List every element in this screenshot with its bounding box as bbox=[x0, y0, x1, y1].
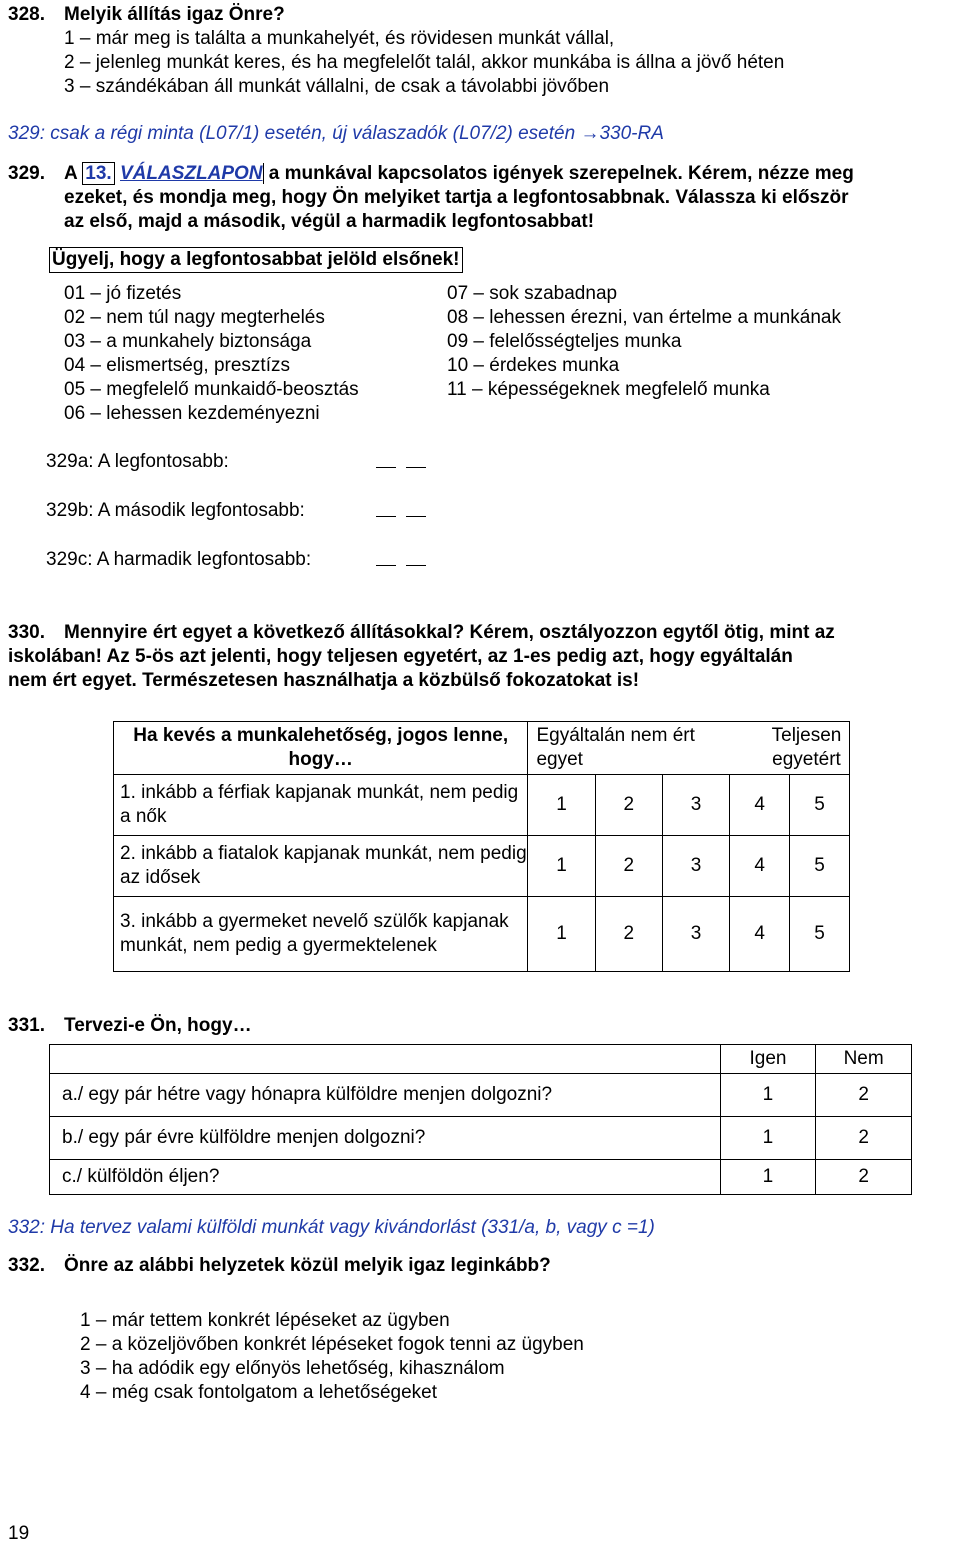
header-disagree-text: Egyáltalán nem ért egyet bbox=[536, 725, 695, 770]
row-label: b./ egy pár évre külföldre menjen dolgozni? bbox=[50, 1117, 721, 1160]
q332-number: 332. bbox=[8, 1255, 45, 1276]
table-row bbox=[114, 836, 850, 897]
filter-329 bbox=[8, 123, 664, 145]
header-blank bbox=[50, 1045, 721, 1074]
list-item: 01 – jó fizetés bbox=[64, 283, 182, 304]
yes-option[interactable]: 1 bbox=[720, 1117, 816, 1160]
answer-label: A harmadik legfontosabb: bbox=[92, 549, 312, 570]
header-statement bbox=[114, 722, 528, 775]
answer-code: 329b: bbox=[46, 500, 94, 521]
arrow-right-icon: → bbox=[580, 123, 600, 144]
q330-line-1: Mennyire ért egyet a következő állításokkal? Kérem, osztályozzon egytől ötig, mint az bbox=[64, 622, 835, 643]
list-item: 02 – nem túl nagy megterhelés bbox=[64, 307, 325, 328]
answer-329c bbox=[46, 549, 311, 571]
no-option[interactable]: 2 bbox=[816, 1160, 912, 1195]
q328-option-3: 3 – szándékában áll munkát vállalni, de csak a távolabbi jövőben bbox=[64, 76, 610, 97]
row-label: 1. inkább a férfiak kapjanak munkát, nem pedig a nők bbox=[114, 775, 528, 836]
q332-options bbox=[80, 1309, 584, 1405]
scale-option[interactable]: 1 bbox=[528, 897, 595, 972]
row-label: c./ külföldön éljen? bbox=[50, 1160, 721, 1195]
yes-option[interactable]: 1 bbox=[720, 1074, 816, 1117]
answer-329a-blank[interactable] bbox=[376, 451, 436, 474]
q328-option-2: 2 – jelenleg munkát keres, és ha megfelelőt talál, akkor munkába is állna a jövő héten bbox=[64, 52, 785, 73]
scale-option[interactable]: 1 bbox=[528, 836, 595, 897]
list-item: 2 – a közeljövőben konkrét lépéseket fogok tenni az ügyben bbox=[80, 1334, 584, 1355]
list-item: 3 – ha adódik egy előnyös lehetőség, kihasználom bbox=[80, 1358, 505, 1379]
answer-label: : A legfontosabb: bbox=[88, 451, 229, 472]
answer-code: 329a bbox=[46, 451, 89, 472]
list-item: 4 – még csak fontolgatom a lehetőségeket bbox=[80, 1382, 438, 1403]
list-item: 10 – érdekes munka bbox=[447, 355, 620, 376]
scale-option[interactable]: 4 bbox=[730, 836, 790, 897]
q330-number: 330. bbox=[8, 622, 45, 643]
answer-329c-blank[interactable] bbox=[376, 549, 436, 572]
list-item: 06 – lehessen kezdeményezni bbox=[64, 403, 320, 424]
q331-title: Tervezi-e Ön, hogy… bbox=[64, 1015, 252, 1036]
page-number: 19 bbox=[8, 1523, 30, 1544]
card-number: 13. bbox=[82, 162, 114, 185]
answer-329b-blank[interactable] bbox=[376, 500, 436, 523]
q328-option-1: 1 – már meg is találta a munkahelyét, és rövidesen munkát vállal, bbox=[64, 28, 615, 49]
q328-number: 328. bbox=[8, 4, 45, 25]
filter-329-text: 329: csak a régi minta (L07/1) esetén, új válaszadók (L07/2) esetén bbox=[8, 123, 581, 144]
q331-number: 331. bbox=[8, 1015, 45, 1036]
table-330 bbox=[113, 721, 850, 972]
filter-332: 332: Ha tervez valami külföldi munkát vagy kivándorlást (331/a, b, vagy c =1) bbox=[8, 1217, 655, 1238]
list-item: 1 – már tettem konkrét lépéseket az ügyben bbox=[80, 1310, 450, 1331]
answer-label: A második legfontosabb: bbox=[93, 500, 305, 521]
table-row bbox=[114, 897, 850, 972]
scale-option[interactable]: 1 bbox=[528, 775, 595, 836]
q328-title: Melyik állítás igaz Önre? bbox=[64, 4, 285, 25]
header-yes: Igen bbox=[720, 1045, 816, 1074]
filter-329-target: 330-RA bbox=[599, 123, 664, 144]
q329-line-1 bbox=[64, 163, 854, 185]
scale-option[interactable]: 4 bbox=[730, 775, 790, 836]
list-item: 08 – lehessen érezni, van értelme a munkának bbox=[447, 307, 841, 328]
answer-329b bbox=[46, 500, 305, 522]
header-statement-text: Ha kevés a munkalehetőség, jogos lenne, hogy… bbox=[133, 725, 509, 770]
q329-line-1-rest: a munkával kapcsolatos igények szerepelnek. Kérem, nézze meg bbox=[263, 163, 854, 184]
list-item: 03 – a munkahely biztonsága bbox=[64, 331, 312, 352]
card-word: VÁLASZLAPON bbox=[120, 163, 263, 184]
q329-note: Ügyelj, hogy a legfontosabbat jelöld elsőnek! bbox=[49, 247, 463, 273]
table-header-row bbox=[114, 722, 850, 775]
q329-line-2: ezeket, és mondja meg, hogy Ön melyiket tartja a legfontosabbnak. Válassza ki először bbox=[64, 187, 849, 208]
table-header-row bbox=[50, 1045, 912, 1074]
q329-line-3: az első, majd a második, végül a harmadik legfontosabbat! bbox=[64, 211, 595, 232]
scale-option[interactable]: 3 bbox=[662, 836, 729, 897]
answer-329a bbox=[46, 451, 229, 473]
scale-option[interactable]: 2 bbox=[595, 897, 662, 972]
table-row bbox=[50, 1117, 912, 1160]
q330-line-2: iskolában! Az 5-ös azt jelenti, hogy teljesen egyetért, az 1-es pedig azt, hogy egyáltalán bbox=[8, 646, 793, 667]
q329-pre: A bbox=[64, 163, 83, 184]
scale-option[interactable]: 5 bbox=[790, 836, 850, 897]
table-row bbox=[50, 1074, 912, 1117]
no-option[interactable]: 2 bbox=[816, 1117, 912, 1160]
q330-line-3: nem ért egyet. Természetesen használhatja a közbülső fokozatokat is! bbox=[8, 670, 640, 691]
list-item: 07 – sok szabadnap bbox=[447, 283, 618, 304]
scale-option[interactable]: 2 bbox=[595, 775, 662, 836]
q332-title: Önre az alábbi helyzetek közül melyik igaz leginkább? bbox=[64, 1255, 551, 1276]
no-option[interactable]: 2 bbox=[816, 1074, 912, 1117]
scale-option[interactable]: 3 bbox=[662, 775, 729, 836]
header-agree-text: Teljesen egyetért bbox=[771, 725, 842, 770]
q329-number: 329. bbox=[8, 163, 45, 184]
list-item: 05 – megfelelő munkaidő-beosztás bbox=[64, 379, 359, 400]
list-item: 04 – elismertség, presztízs bbox=[64, 355, 290, 376]
list-item: 11 – képességeknek megfelelő munka bbox=[447, 379, 770, 400]
list-item: 09 – felelősségteljes munka bbox=[447, 331, 682, 352]
table-row bbox=[114, 775, 850, 836]
header-no: Nem bbox=[816, 1045, 912, 1074]
q329-left-list bbox=[64, 282, 359, 426]
scale-option[interactable]: 5 bbox=[790, 775, 850, 836]
yes-option[interactable]: 1 bbox=[720, 1160, 816, 1195]
answer-code: 329c: bbox=[46, 549, 93, 570]
row-label: a./ egy pár hétre vagy hónapra külföldre menjen dolgozni? bbox=[50, 1074, 721, 1117]
row-label: 2. inkább a fiatalok kapjanak munkát, nem pedig az idősek bbox=[114, 836, 528, 897]
scale-option[interactable]: 4 bbox=[730, 897, 790, 972]
q329-right-list bbox=[447, 282, 841, 402]
header-agree bbox=[730, 722, 850, 775]
scale-option[interactable]: 2 bbox=[595, 836, 662, 897]
scale-option[interactable]: 3 bbox=[662, 897, 729, 972]
row-label: 3. inkább a gyermeket nevelő szülők kapjanak munkát, nem pedig a gyermektelenek bbox=[114, 897, 528, 972]
table-row bbox=[50, 1160, 912, 1195]
scale-option[interactable]: 5 bbox=[790, 897, 850, 972]
table-331 bbox=[49, 1044, 912, 1195]
header-disagree bbox=[528, 722, 730, 775]
